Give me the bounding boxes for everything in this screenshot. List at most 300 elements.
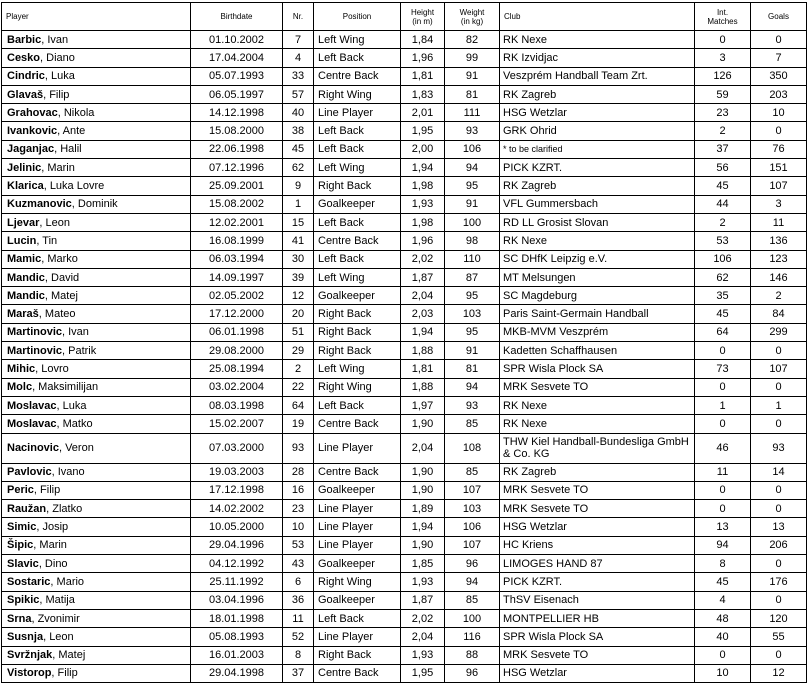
birthdate-header: Birthdate xyxy=(191,3,283,31)
number-cell: 36 xyxy=(283,591,314,609)
birthdate-cell: 15.02.2007 xyxy=(191,415,283,433)
int-matches-cell: 0 xyxy=(695,646,751,664)
height-cell: 1,87 xyxy=(401,591,445,609)
number-cell: 45 xyxy=(283,140,314,158)
birthdate-cell: 19.03.2003 xyxy=(191,463,283,481)
birthdate-cell: 05.08.1993 xyxy=(191,628,283,646)
weight-cell: 93 xyxy=(445,122,500,140)
weight-cell: 85 xyxy=(445,463,500,481)
height-cell: 1,83 xyxy=(401,85,445,103)
position-cell: Line Player xyxy=(314,500,401,518)
number-cell: 64 xyxy=(283,396,314,414)
player-cell xyxy=(2,305,191,323)
player-cell xyxy=(2,609,191,627)
position-cell: Left Back xyxy=(314,609,401,627)
club-cell: HC Kriens xyxy=(500,536,695,554)
weight-cell: 91 xyxy=(445,342,500,360)
club-cell: ThSV Eisenach xyxy=(500,591,695,609)
player-first-name: , Luka xyxy=(56,399,87,412)
player-first-name: , Patrik xyxy=(62,344,97,357)
weight-cell: 98 xyxy=(445,232,500,250)
birthdate-cell: 16.01.2003 xyxy=(191,646,283,664)
table-row xyxy=(2,609,807,627)
position-cell: Left Wing xyxy=(314,159,401,177)
player-surname: Nacinovic xyxy=(7,442,59,455)
position-cell: Right Wing xyxy=(314,573,401,591)
weight-cell: 106 xyxy=(445,518,500,536)
weight-cell: 96 xyxy=(445,664,500,682)
player-surname: Srna xyxy=(7,612,32,625)
player-cell xyxy=(2,159,191,177)
player-first-name: , Filip xyxy=(43,88,70,101)
position-cell: Right Wing xyxy=(314,85,401,103)
club-cell: HSG Wetzlar xyxy=(500,104,695,122)
club-cell: SC Magdeburg xyxy=(500,287,695,305)
position-cell: Left Back xyxy=(314,213,401,231)
club-cell: RD LL Grosist Slovan xyxy=(500,213,695,231)
position-cell: Centre Back xyxy=(314,664,401,682)
player-surname: Raužan xyxy=(7,502,47,515)
number-cell: 7 xyxy=(283,31,314,49)
player-cell xyxy=(2,518,191,536)
weight-cell: 94 xyxy=(445,573,500,591)
club-cell: RK Nexe xyxy=(500,396,695,414)
goals-cell: 2 xyxy=(751,287,807,305)
weight-cell: 110 xyxy=(445,250,500,268)
birthdate-cell: 22.06.1998 xyxy=(191,140,283,158)
table-row xyxy=(2,628,807,646)
player-first-name: , Matej xyxy=(52,649,86,662)
player-cell xyxy=(2,67,191,85)
club-cell: THW Kiel Handball-Bundesliga GmbH & Co. KG xyxy=(500,433,695,463)
goals-cell: 350 xyxy=(751,67,807,85)
height-cell: 2,04 xyxy=(401,628,445,646)
int-matches-cell: 13 xyxy=(695,518,751,536)
int-matches-cell: 1 xyxy=(695,396,751,414)
player-first-name: , Diano xyxy=(40,51,75,64)
player-first-name: , Josip xyxy=(36,521,69,534)
height-cell: 1,94 xyxy=(401,518,445,536)
club-cell: RK Nexe xyxy=(500,232,695,250)
number-cell: 52 xyxy=(283,628,314,646)
player-surname: Glavaš xyxy=(7,88,44,101)
height-cell: 1,81 xyxy=(401,360,445,378)
goals-cell: 55 xyxy=(751,628,807,646)
height-cell: 2,01 xyxy=(401,104,445,122)
table-row xyxy=(2,31,807,49)
position-cell: Left Wing xyxy=(314,360,401,378)
goals-cell: 93 xyxy=(751,433,807,463)
club-cell: PICK KZRT. xyxy=(500,159,695,177)
number-cell: 62 xyxy=(283,159,314,177)
player-first-name: , Halil xyxy=(54,143,82,156)
player-surname: Moslavac xyxy=(7,399,57,412)
int-matches-cell: 73 xyxy=(695,360,751,378)
weight-cell: 96 xyxy=(445,555,500,573)
player-surname: Šipic xyxy=(7,539,34,552)
player-cell xyxy=(2,342,191,360)
goals-cell: 299 xyxy=(751,323,807,341)
int-matches-cell: 0 xyxy=(695,342,751,360)
height-cell: 1,96 xyxy=(401,49,445,67)
number-cell: 10 xyxy=(283,518,314,536)
table-row xyxy=(2,177,807,195)
player-surname: Maraš xyxy=(7,308,39,321)
goals-cell: 176 xyxy=(751,573,807,591)
club-cell: SC DHfK Leipzig e.V. xyxy=(500,250,695,268)
height-cell: 1,88 xyxy=(401,378,445,396)
birthdate-cell: 10.05.2000 xyxy=(191,518,283,536)
int-matches-cell: 45 xyxy=(695,573,751,591)
position-cell: Line Player xyxy=(314,518,401,536)
player-first-name: , Matej xyxy=(44,289,78,302)
player-surname: Simic xyxy=(7,521,37,534)
table-row xyxy=(2,213,807,231)
height-cell: 1,97 xyxy=(401,396,445,414)
position-cell: Goalkeeper xyxy=(314,555,401,573)
player-first-name: , Zvonimir xyxy=(31,612,80,625)
club-cell: PICK KZRT. xyxy=(500,573,695,591)
int-matches-cell: 0 xyxy=(695,378,751,396)
int-matches-cell: 35 xyxy=(695,287,751,305)
table-row xyxy=(2,664,807,682)
weight-cell: 94 xyxy=(445,159,500,177)
table-row xyxy=(2,536,807,554)
weight-cell: 88 xyxy=(445,646,500,664)
weight-cell: 91 xyxy=(445,67,500,85)
number-cell: 38 xyxy=(283,122,314,140)
player-surname: Grahovac xyxy=(7,106,58,119)
weight-header: Weight (in kg) xyxy=(445,3,500,31)
player-first-name: , Zlatko xyxy=(46,502,83,515)
position-cell: Right Back xyxy=(314,342,401,360)
height-cell: 1,94 xyxy=(401,159,445,177)
height-cell: 1,89 xyxy=(401,500,445,518)
position-cell: Centre Back xyxy=(314,67,401,85)
table-row xyxy=(2,305,807,323)
player-first-name: , David xyxy=(44,271,80,284)
player-surname: Mandic xyxy=(7,289,45,302)
table-row xyxy=(2,500,807,518)
goals-cell: 13 xyxy=(751,518,807,536)
position-cell: Right Wing xyxy=(314,378,401,396)
table-row xyxy=(2,463,807,481)
position-cell: Left Back xyxy=(314,49,401,67)
number-cell: 29 xyxy=(283,342,314,360)
goals-cell: 3 xyxy=(751,195,807,213)
position-cell: Right Back xyxy=(314,305,401,323)
birthdate-cell: 03.02.2004 xyxy=(191,378,283,396)
int-matches-header: Int. Matches xyxy=(695,3,751,31)
player-cell xyxy=(2,49,191,67)
height-cell: 2,03 xyxy=(401,305,445,323)
club-cell: GRK Ohrid xyxy=(500,122,695,140)
height-cell: 1,93 xyxy=(401,195,445,213)
birthdate-cell: 14.09.1997 xyxy=(191,268,283,286)
player-surname: Mandic xyxy=(7,271,45,284)
player-surname: Jaganjac xyxy=(7,143,55,156)
position-cell: Goalkeeper xyxy=(314,287,401,305)
player-surname: Susnja xyxy=(7,630,44,643)
table-row xyxy=(2,49,807,67)
table-row xyxy=(2,67,807,85)
height-cell: 1,81 xyxy=(401,67,445,85)
goals-cell: 12 xyxy=(751,664,807,682)
birthdate-cell: 05.07.1993 xyxy=(191,67,283,85)
player-cell xyxy=(2,415,191,433)
number-cell: 22 xyxy=(283,378,314,396)
int-matches-cell: 94 xyxy=(695,536,751,554)
player-cell xyxy=(2,122,191,140)
player-cell xyxy=(2,536,191,554)
birthdate-cell: 07.03.2000 xyxy=(191,433,283,463)
int-matches-cell: 4 xyxy=(695,591,751,609)
int-matches-cell: 3 xyxy=(695,49,751,67)
weight-cell: 95 xyxy=(445,177,500,195)
player-cell xyxy=(2,378,191,396)
goals-cell: 0 xyxy=(751,415,807,433)
int-matches-cell: 37 xyxy=(695,140,751,158)
height-cell: 1,87 xyxy=(401,268,445,286)
position-cell: Centre Back xyxy=(314,415,401,433)
goals-header: Goals xyxy=(751,3,807,31)
club-cell: RK Nexe xyxy=(500,31,695,49)
weight-cell: 103 xyxy=(445,305,500,323)
player-surname: Ljevar xyxy=(7,216,40,229)
int-matches-cell: 40 xyxy=(695,628,751,646)
position-cell: Centre Back xyxy=(314,232,401,250)
int-matches-cell: 48 xyxy=(695,609,751,627)
birthdate-cell: 15.08.2000 xyxy=(191,122,283,140)
birthdate-cell: 14.12.1998 xyxy=(191,104,283,122)
player-surname: Barbic xyxy=(7,33,42,46)
player-cell xyxy=(2,232,191,250)
club-cell: SPR Wisla Plock SA xyxy=(500,360,695,378)
position-cell: Goalkeeper xyxy=(314,591,401,609)
goals-cell: 0 xyxy=(751,481,807,499)
int-matches-cell: 45 xyxy=(695,177,751,195)
player-first-name: , Ivan xyxy=(62,326,89,339)
birthdate-cell: 25.08.1994 xyxy=(191,360,283,378)
table-row xyxy=(2,268,807,286)
int-matches-cell: 64 xyxy=(695,323,751,341)
position-header: Position xyxy=(314,3,401,31)
club-cell: Paris Saint-Germain Handball xyxy=(500,305,695,323)
table-row xyxy=(2,323,807,341)
table-row xyxy=(2,573,807,591)
weight-cell: 100 xyxy=(445,609,500,627)
weight-cell: 116 xyxy=(445,628,500,646)
birthdate-cell: 07.12.1996 xyxy=(191,159,283,177)
number-cell: 1 xyxy=(283,195,314,213)
player-cell xyxy=(2,591,191,609)
birthdate-cell: 17.12.1998 xyxy=(191,481,283,499)
player-cell xyxy=(2,646,191,664)
weight-cell: 100 xyxy=(445,213,500,231)
club-cell: RK Zagreb xyxy=(500,85,695,103)
player-cell xyxy=(2,463,191,481)
club-cell: * to be clarified xyxy=(500,140,695,158)
club-cell: MRK Sesvete TO xyxy=(500,646,695,664)
int-matches-cell: 46 xyxy=(695,433,751,463)
height-cell: 1,95 xyxy=(401,122,445,140)
player-cell xyxy=(2,500,191,518)
table-body xyxy=(2,31,807,683)
number-cell: 9 xyxy=(283,177,314,195)
number-cell: 57 xyxy=(283,85,314,103)
position-cell: Goalkeeper xyxy=(314,481,401,499)
player-first-name: , Tin xyxy=(36,234,58,247)
player-first-name: , Dominik xyxy=(71,198,118,211)
table-row xyxy=(2,591,807,609)
club-cell: RK Izvidjac xyxy=(500,49,695,67)
table-row xyxy=(2,396,807,414)
number-cell: 30 xyxy=(283,250,314,268)
player-surname: Lucin xyxy=(7,234,37,247)
table-row xyxy=(2,646,807,664)
player-surname: Klarica xyxy=(7,180,44,193)
club-cell: MONTPELLIER HB xyxy=(500,609,695,627)
player-first-name: , Ivano xyxy=(51,466,85,479)
position-cell: Left Wing xyxy=(314,268,401,286)
weight-cell: 106 xyxy=(445,140,500,158)
player-first-name: , Marin xyxy=(33,539,67,552)
number-cell: 33 xyxy=(283,67,314,85)
weight-cell: 107 xyxy=(445,481,500,499)
player-first-name: , Veron xyxy=(58,442,94,455)
birthdate-cell: 29.04.1998 xyxy=(191,664,283,682)
player-cell xyxy=(2,177,191,195)
height-cell: 2,00 xyxy=(401,140,445,158)
int-matches-cell: 45 xyxy=(695,305,751,323)
table-row xyxy=(2,415,807,433)
number-cell: 43 xyxy=(283,555,314,573)
birthdate-cell: 02.05.2002 xyxy=(191,287,283,305)
player-surname: Martinovic xyxy=(7,344,63,357)
weight-cell: 107 xyxy=(445,536,500,554)
weight-cell: 111 xyxy=(445,104,500,122)
position-cell: Left Wing xyxy=(314,31,401,49)
weight-cell: 82 xyxy=(445,31,500,49)
weight-cell: 95 xyxy=(445,287,500,305)
player-surname: Mamic xyxy=(7,253,42,266)
number-cell: 8 xyxy=(283,646,314,664)
goals-cell: 76 xyxy=(751,140,807,158)
player-surname: Peric xyxy=(7,484,34,497)
weight-cell: 87 xyxy=(445,268,500,286)
number-cell: 16 xyxy=(283,481,314,499)
player-surname: Mihic xyxy=(7,362,36,375)
position-cell: Right Back xyxy=(314,323,401,341)
birthdate-cell: 01.10.2002 xyxy=(191,31,283,49)
player-first-name: , Matko xyxy=(56,417,93,430)
table-row xyxy=(2,287,807,305)
int-matches-cell: 106 xyxy=(695,250,751,268)
player-header: Player xyxy=(2,3,191,31)
player-surname: Moslavac xyxy=(7,417,57,430)
weight-cell: 81 xyxy=(445,360,500,378)
player-surname: Cesko xyxy=(7,51,41,64)
player-first-name: , Mateo xyxy=(38,308,76,321)
goals-cell: 123 xyxy=(751,250,807,268)
birthdate-cell: 06.05.1997 xyxy=(191,85,283,103)
birthdate-cell: 15.08.2002 xyxy=(191,195,283,213)
goals-cell: 1 xyxy=(751,396,807,414)
table-row xyxy=(2,85,807,103)
player-cell xyxy=(2,573,191,591)
goals-cell: 203 xyxy=(751,85,807,103)
player-first-name: , Marko xyxy=(41,253,78,266)
goals-cell: 0 xyxy=(751,591,807,609)
height-cell: 1,90 xyxy=(401,536,445,554)
player-first-name: , Maksimilijan xyxy=(32,381,99,394)
goals-cell: 146 xyxy=(751,268,807,286)
player-cell xyxy=(2,433,191,463)
weight-cell: 85 xyxy=(445,591,500,609)
player-cell xyxy=(2,213,191,231)
height-cell: 1,95 xyxy=(401,664,445,682)
birthdate-cell: 29.08.2000 xyxy=(191,342,283,360)
int-matches-cell: 0 xyxy=(695,415,751,433)
position-cell: Centre Back xyxy=(314,463,401,481)
player-first-name: , Leon xyxy=(39,216,71,229)
height-cell: 1,93 xyxy=(401,573,445,591)
goals-cell: 0 xyxy=(751,31,807,49)
player-surname: Pavlovic xyxy=(7,466,52,479)
club-cell: Veszprém Handball Team Zrt. xyxy=(500,67,695,85)
number-cell: 23 xyxy=(283,500,314,518)
position-cell: Right Back xyxy=(314,177,401,195)
header-row xyxy=(2,3,807,31)
weight-cell: 103 xyxy=(445,500,500,518)
int-matches-cell: 62 xyxy=(695,268,751,286)
int-matches-cell: 0 xyxy=(695,500,751,518)
number-cell: 15 xyxy=(283,213,314,231)
goals-cell: 84 xyxy=(751,305,807,323)
club-cell: MT Melsungen xyxy=(500,268,695,286)
goals-cell: 0 xyxy=(751,122,807,140)
player-cell xyxy=(2,396,191,414)
table-header xyxy=(2,3,807,31)
goals-cell: 14 xyxy=(751,463,807,481)
player-cell xyxy=(2,664,191,682)
goals-cell: 0 xyxy=(751,555,807,573)
number-cell: 39 xyxy=(283,268,314,286)
weight-cell: 93 xyxy=(445,396,500,414)
height-cell: 1,98 xyxy=(401,177,445,195)
player-surname: Vistorop xyxy=(7,667,52,680)
height-cell: 2,04 xyxy=(401,433,445,463)
goals-cell: 120 xyxy=(751,609,807,627)
player-first-name: , Nikola xyxy=(57,106,95,119)
player-cell xyxy=(2,31,191,49)
weight-cell: 99 xyxy=(445,49,500,67)
player-surname: Molc xyxy=(7,381,33,394)
birthdate-cell: 08.03.1998 xyxy=(191,396,283,414)
height-cell: 1,94 xyxy=(401,323,445,341)
int-matches-cell: 0 xyxy=(695,31,751,49)
birthdate-cell: 03.04.1996 xyxy=(191,591,283,609)
club-cell: MKB-MVM Veszprém xyxy=(500,323,695,341)
height-cell: 2,02 xyxy=(401,609,445,627)
number-cell: 93 xyxy=(283,433,314,463)
player-first-name: , Ante xyxy=(57,125,86,138)
table-row xyxy=(2,433,807,463)
player-cell xyxy=(2,250,191,268)
position-cell: Left Back xyxy=(314,396,401,414)
position-cell: Goalkeeper xyxy=(314,195,401,213)
position-cell: Right Back xyxy=(314,646,401,664)
